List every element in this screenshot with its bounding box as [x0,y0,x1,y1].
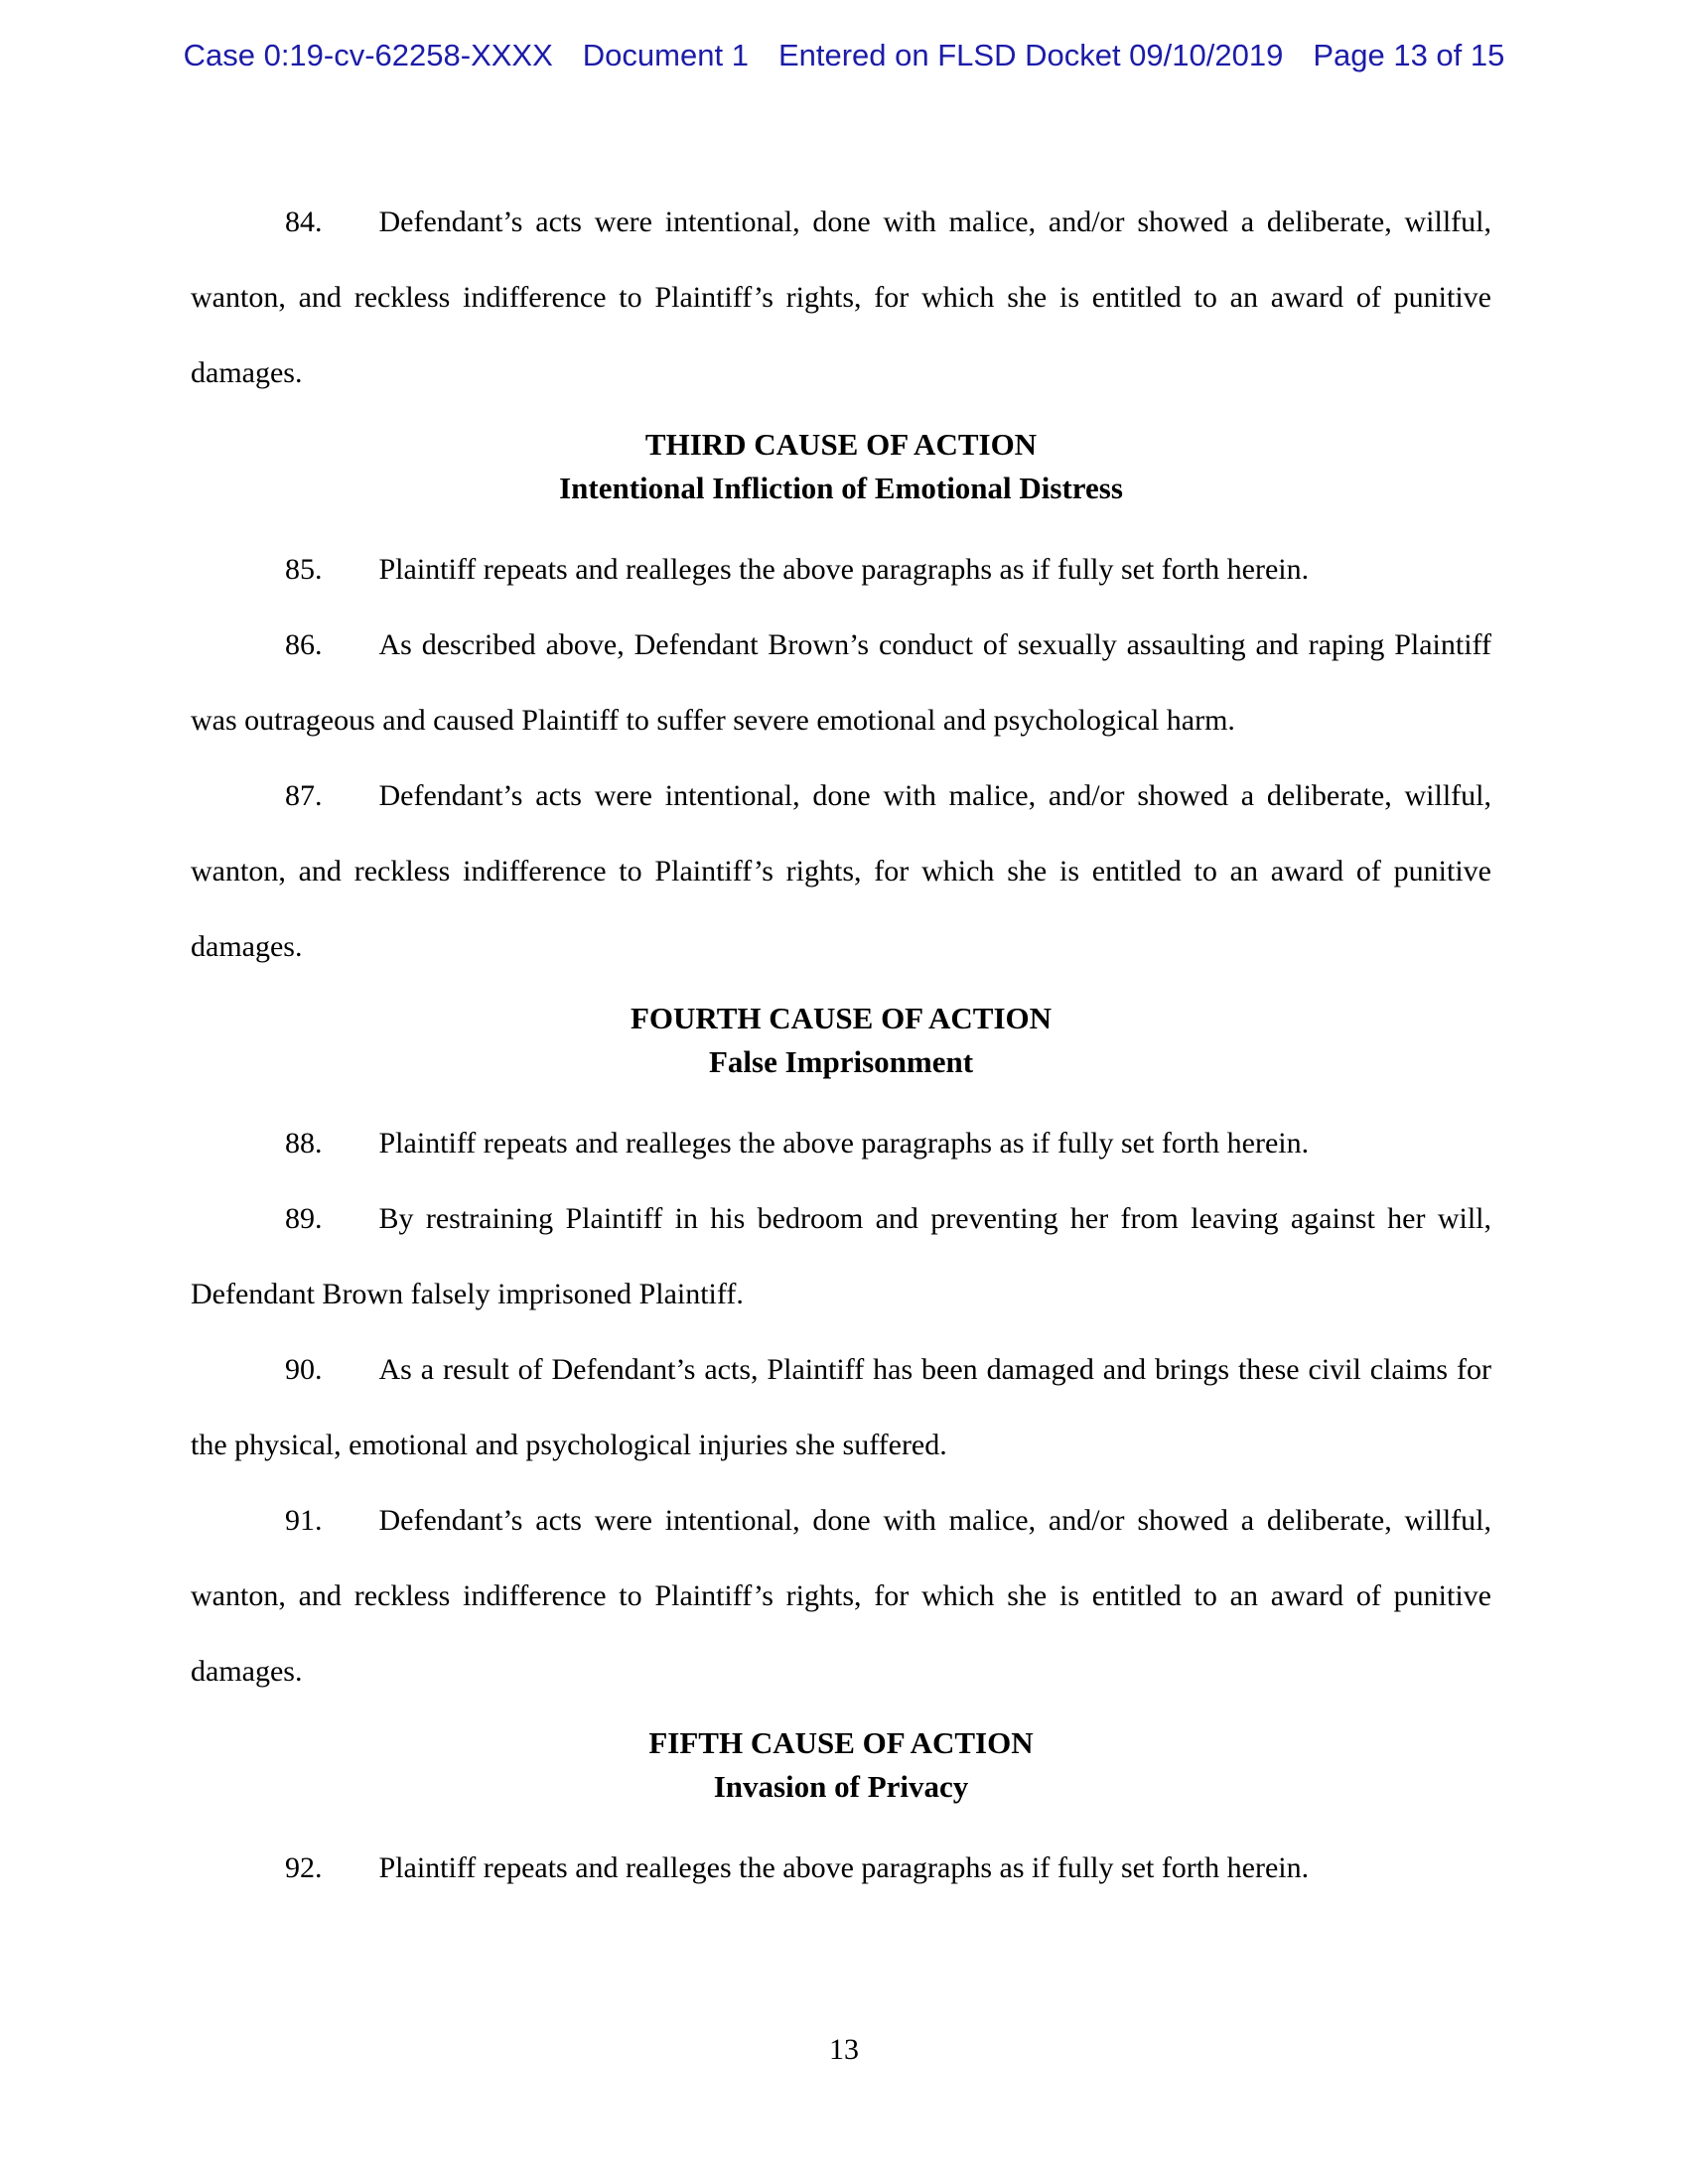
cause-title: THIRD CAUSE OF ACTION [644,427,1038,462]
cause-title: FOURTH CAUSE OF ACTION [630,1001,1053,1035]
cause-heading-fifth [191,1721,1491,1809]
paragraph-number: 84. [285,205,323,238]
paragraph-text: Plaintiff repeats and realleges the above paragraphs as if fully set forth herein. [378,1127,1310,1160]
paragraph-86 [191,608,1491,758]
cause-title: FIFTH CAUSE OF ACTION [648,1725,1034,1760]
docket-entry: Entered on FLSD Docket 09/10/2019 [777,38,1284,72]
paragraph-85 [191,532,1491,608]
paragraph-text: Defendant’s acts were intentional, done with malice, and/or showed a deliberate, willful, wanton, and reckless indifference to Plaintiff’s rights, for which she is entitled to an award of punitive damages. [191,205,1491,389]
paragraph-text: By restraining Plaintiff in his bedroom and preventing her from leaving against her will, Defendant Brown falsely imprisoned Plaintiff. [191,1202,1491,1310]
document-body [191,185,1491,1906]
paragraph-number: 86. [285,628,323,661]
paragraph-number: 87. [285,779,323,812]
cause-subtitle: Invasion of Privacy [713,1769,969,1804]
paragraph-text: Defendant’s acts were intentional, done with malice, and/or showed a deliberate, willful, wanton, and reckless indifference to Plaintiff’s rights, for which she is entitled to an award of punitive damages. [191,779,1491,963]
paragraph-number: 90. [285,1353,323,1386]
page-indicator: Page 13 of 15 [1313,38,1505,72]
paragraph-92 [191,1831,1491,1906]
paragraph-text: Defendant’s acts were intentional, done with malice, and/or showed a deliberate, willful, wanton, and reckless indifference to Plaintiff’s rights, for which she is entitled to an award of punitive damages. [191,1504,1491,1688]
cause-heading-third [191,423,1491,510]
paragraph-number: 89. [285,1202,323,1235]
paragraph-number: 85. [285,553,323,586]
paragraph-84 [191,185,1491,411]
paragraph-text: As a result of Defendant’s acts, Plaintiff has been damaged and brings these civil claims for the physical, emotional and psychological injuries she suffered. [191,1353,1491,1461]
paragraph-number: 92. [285,1851,323,1884]
paragraph-text: Plaintiff repeats and realleges the above paragraphs as if fully set forth herein. [378,553,1310,586]
paragraph-88 [191,1106,1491,1181]
paragraph-number: 91. [285,1504,323,1537]
document-number: Document 1 [582,38,749,72]
cause-heading-fourth [191,997,1491,1084]
case-number: Case 0:19-cv-62258-XXXX [183,38,553,72]
cause-subtitle: Intentional Infliction of Emotional Distress [559,471,1123,505]
cause-subtitle: False Imprisonment [708,1044,974,1079]
paragraph-91 [191,1483,1491,1709]
paragraph-89 [191,1181,1491,1332]
paragraph-87 [191,758,1491,985]
paragraph-90 [191,1332,1491,1483]
page-number: 13 [829,2033,859,2066]
paragraph-number: 88. [285,1127,323,1160]
paragraph-text: Plaintiff repeats and realleges the above paragraphs as if fully set forth herein. [378,1851,1310,1884]
docket-stamp [0,38,1688,73]
paragraph-text: As described above, Defendant Brown’s conduct of sexually assaulting and raping Plaintiff was outrageous and caused Plaintiff to suffer severe emotional and psychological harm. [191,628,1491,737]
